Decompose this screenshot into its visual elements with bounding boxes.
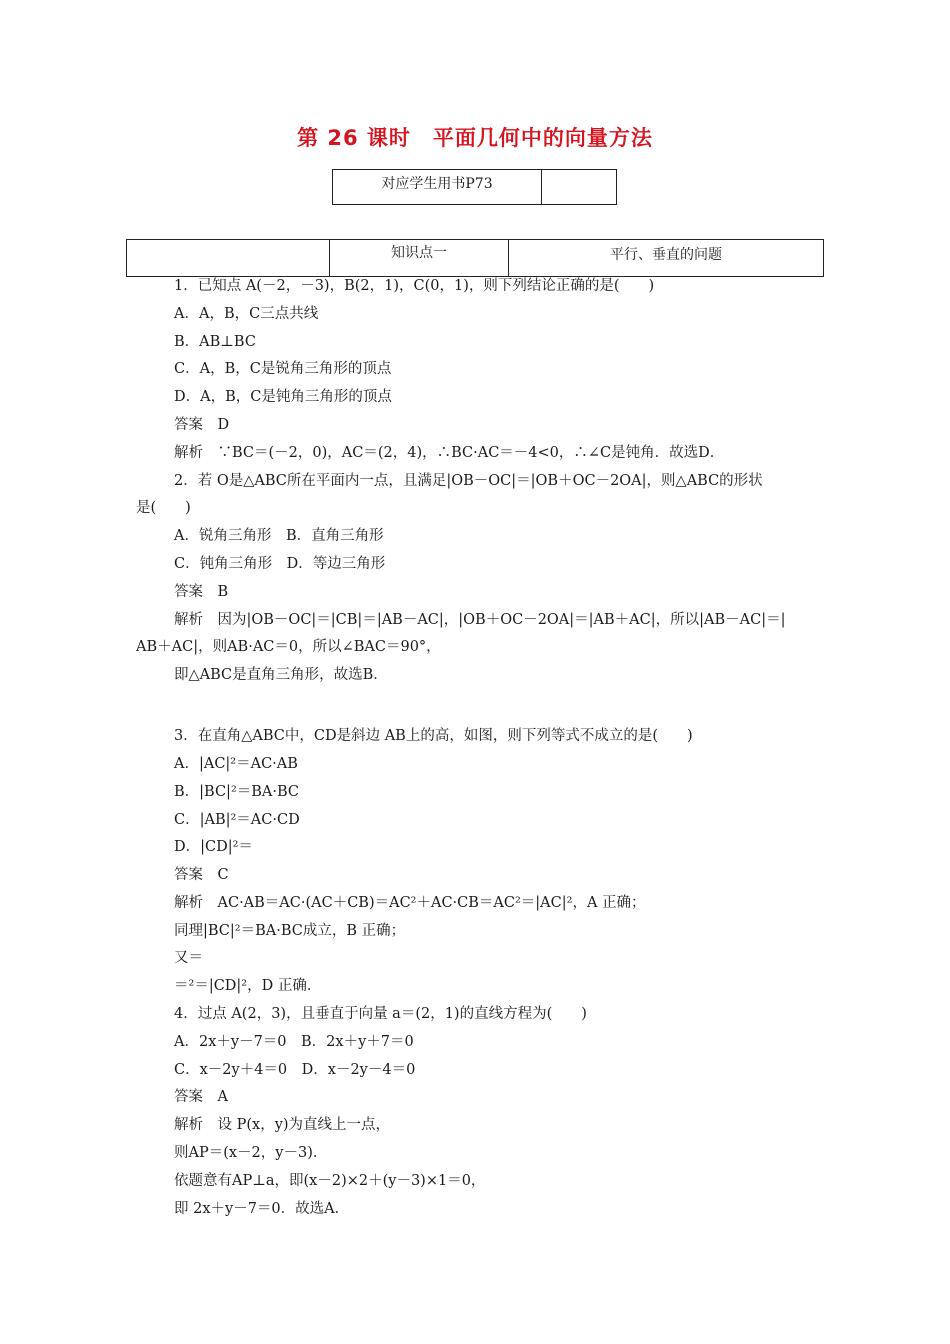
option-line: A．2x＋y－7＝0 B．2x＋y＋7＝0 [174, 1034, 414, 1050]
answer-line: 答案 B [174, 584, 229, 600]
analysis-line: 又＝ [174, 950, 203, 966]
analysis-line: 解析 设 P(x，y)为直线上一点， [174, 1117, 391, 1133]
question-2: 2．若 O是△ABC所在平面内一点，且满足|OB－OC|＝|OB＋OC－2OA|，则△ABC的形状 [174, 473, 763, 489]
question-1: 1．已知点 A(－2，－3)，B(2，1)，C(0，1)，则下列结论正确的是( ) [174, 278, 655, 294]
question-4: 4．过点 A(2，3)，且垂直于向量 a＝(2，1)的直线方程为( ) [174, 1006, 587, 1022]
analysis-line: 同理|BC|²＝BA·BC成立，B 正确； [174, 923, 406, 939]
analysis-line: 依题意有AP⊥a，即(x－2)×2＋(y－3)×1＝0， [174, 1173, 486, 1189]
analysis-line: 解析 ∵BC＝(－2，0)，AC＝(2，4)，∴BC·AC＝－4<0，∴∠C是钝角．故选D． [174, 445, 725, 461]
analysis-line: 解析 AC·AB＝AC·(AC＋CB)＝AC²＋AC·CB＝AC²＝|AC|²，A 正确； [174, 895, 646, 911]
option-line: A．锐角三角形 B．直角三角形 [174, 528, 384, 544]
option-line: B．|BC|²＝BA·BC [174, 784, 300, 800]
knowledge-point-topic: 平行、垂直的问题 [610, 247, 722, 263]
option-line: A．A，B，C三点共线 [174, 306, 319, 322]
knowledge-point-label: 知识点一 [330, 240, 509, 276]
option-line: C．钝角三角形 D．等边三角形 [174, 556, 386, 572]
question-3: 3．在直角△ABC中，CD是斜边 AB上的高，如图，则下列等式不成立的是( ) [174, 728, 693, 744]
analysis-line: 则AP＝(x－2，y－3)． [174, 1145, 328, 1161]
option-line: D．|CD|²＝ [174, 839, 253, 855]
answer-line: 答案 C [174, 867, 229, 883]
option-line: B．AB⊥BC [174, 334, 256, 350]
question-2-continued: 是( ) [136, 500, 191, 516]
reference-empty-cell [542, 170, 616, 204]
reference-cell: 对应学生用书P73 [333, 170, 542, 204]
option-line: A．|AC|²＝AC·AB [174, 756, 298, 772]
analysis-line: ＝²＝|CD|²，D 正确． [174, 978, 322, 994]
page-title: 第 26 课时 平面几何中的向量方法 [297, 126, 653, 150]
option-line: D．A，B，C是钝角三角形的顶点 [174, 389, 392, 405]
analysis-line: 即 2x＋y－7＝0．故选A． [174, 1201, 350, 1217]
option-line: C．|AB|²＝AC·CD [174, 812, 300, 828]
knowledge-empty-cell [127, 240, 330, 276]
answer-line: 答案 A [174, 1089, 228, 1105]
option-line: C．x－2y＋4＝0 D．x－2y－4＝0 [174, 1062, 416, 1078]
reference-table [332, 169, 617, 205]
answer-line: 答案 D [174, 417, 230, 433]
analysis-line: 解析 因为|OB－OC|＝|CB|＝|AB－AC|，|OB＋OC－2OA|＝|AB＋AC|，所以|AB－AC|＝| [174, 612, 786, 628]
knowledge-point-table [126, 239, 824, 277]
option-line: C．A，B，C是锐角三角形的顶点 [174, 361, 392, 377]
analysis-line: 即△ABC是直角三角形，故选B． [174, 667, 388, 683]
analysis-line: AB＋AC|，则AB·AC＝0，所以∠BAC＝90°， [136, 639, 441, 655]
